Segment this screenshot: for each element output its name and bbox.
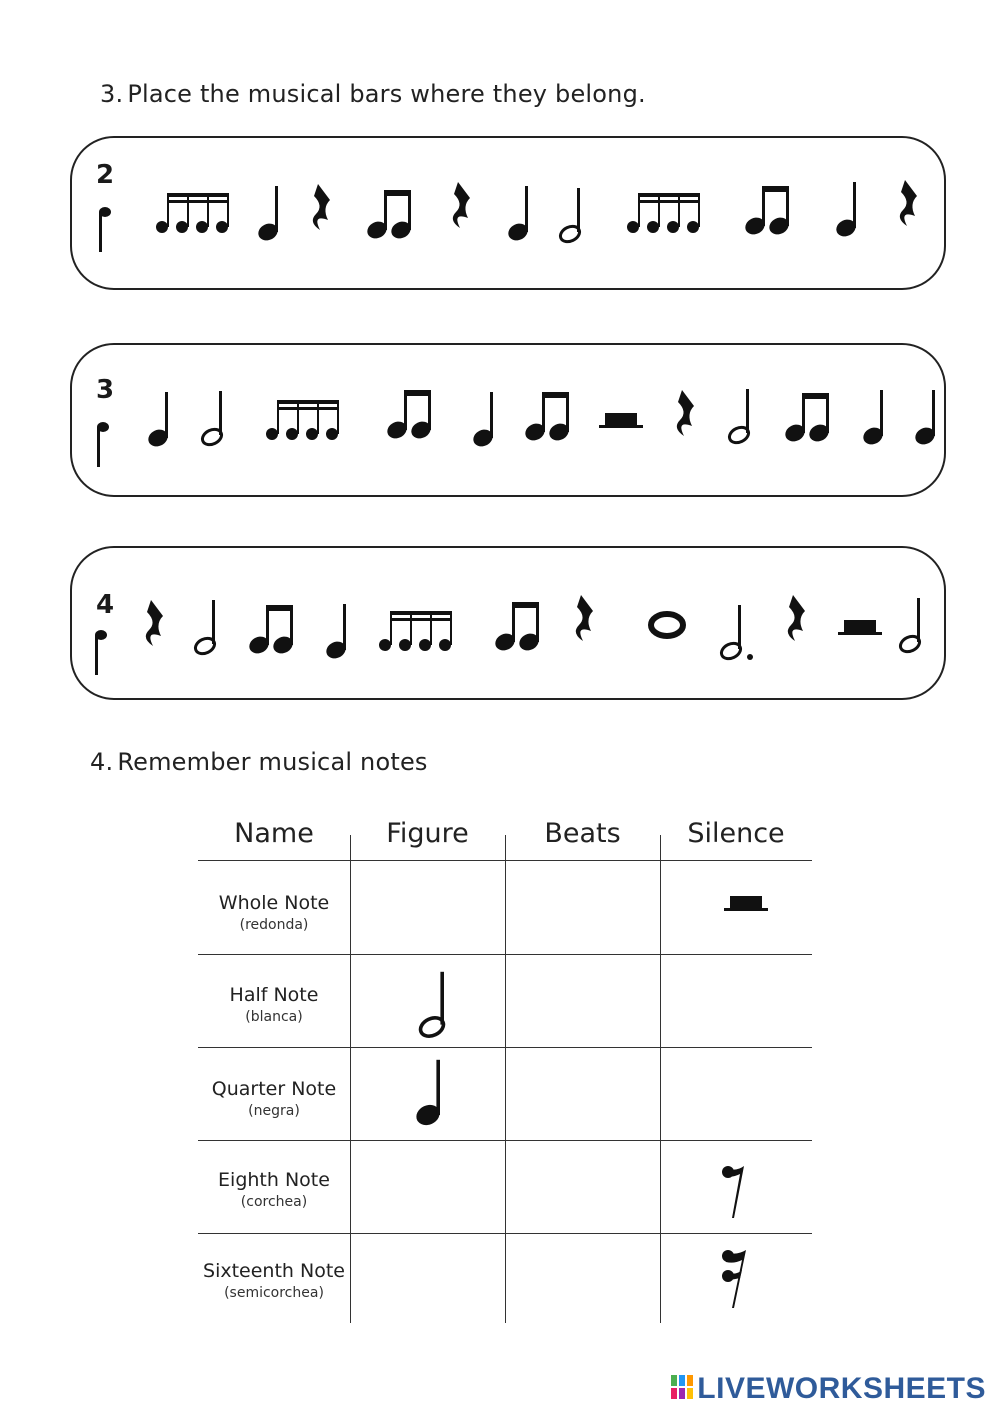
header-silence: Silence xyxy=(687,818,785,849)
time-signature-3: 3 xyxy=(96,375,115,405)
time-signature-2: 2 xyxy=(96,160,115,190)
silence-cell-quarter-note[interactable] xyxy=(661,1048,811,1139)
row-spanish: (semicorchea) xyxy=(224,1285,324,1301)
row-spanish: (corchea) xyxy=(240,1194,308,1210)
row-half-note xyxy=(198,984,350,1025)
question-4-title xyxy=(90,748,428,776)
question-4-instruction: Remember musical notes xyxy=(117,748,428,776)
figure-cell-sixteenth-note[interactable] xyxy=(351,1234,504,1323)
question-3-instruction: Place the musical bars where they belong. xyxy=(127,80,646,108)
bar-box-3-4[interactable] xyxy=(70,343,946,497)
row-spanish: (blanca) xyxy=(245,1009,303,1025)
row-sixteenth-note xyxy=(198,1260,350,1301)
row-name: Sixteenth Note xyxy=(203,1260,345,1282)
header-name: Name xyxy=(234,818,314,849)
row-spanish: (redonda) xyxy=(239,917,309,933)
brand-text: LIVEWORKSHEETS xyxy=(697,1372,986,1405)
row-whole-note xyxy=(198,892,350,933)
figure-cell-whole-note[interactable] xyxy=(351,861,504,953)
question-3-number: 3. xyxy=(100,80,124,108)
row-name: Quarter Note xyxy=(211,1078,337,1100)
beats-cell-eighth-note[interactable] xyxy=(506,1141,659,1232)
row-name: Whole Note xyxy=(218,892,330,914)
figure-cell-eighth-note[interactable] xyxy=(351,1141,504,1232)
bar-box-4-4[interactable] xyxy=(70,546,946,700)
beats-cell-half-note[interactable] xyxy=(506,955,659,1046)
row-name: Eighth Note xyxy=(218,1169,330,1191)
row-spanish: (negra) xyxy=(248,1103,300,1119)
beats-cell-sixteenth-note[interactable] xyxy=(506,1234,659,1323)
row-eighth-note xyxy=(198,1169,350,1210)
time-signature-4: 4 xyxy=(96,590,115,620)
header-beats: Beats xyxy=(544,818,621,849)
liveworksheets-logo-icon xyxy=(671,1373,693,1407)
header-figure: Figure xyxy=(386,818,469,849)
silence-cell-half-note[interactable] xyxy=(661,955,811,1046)
beats-cell-quarter-note[interactable] xyxy=(506,1048,659,1139)
row-quarter-note xyxy=(198,1078,350,1119)
bar-box-2-4[interactable] xyxy=(70,136,946,290)
beats-cell-whole-note[interactable] xyxy=(506,861,659,953)
liveworksheets-brand xyxy=(671,1372,986,1407)
question-3-title xyxy=(100,80,646,108)
row-name: Half Note xyxy=(229,984,319,1006)
question-4-number: 4. xyxy=(90,748,114,776)
